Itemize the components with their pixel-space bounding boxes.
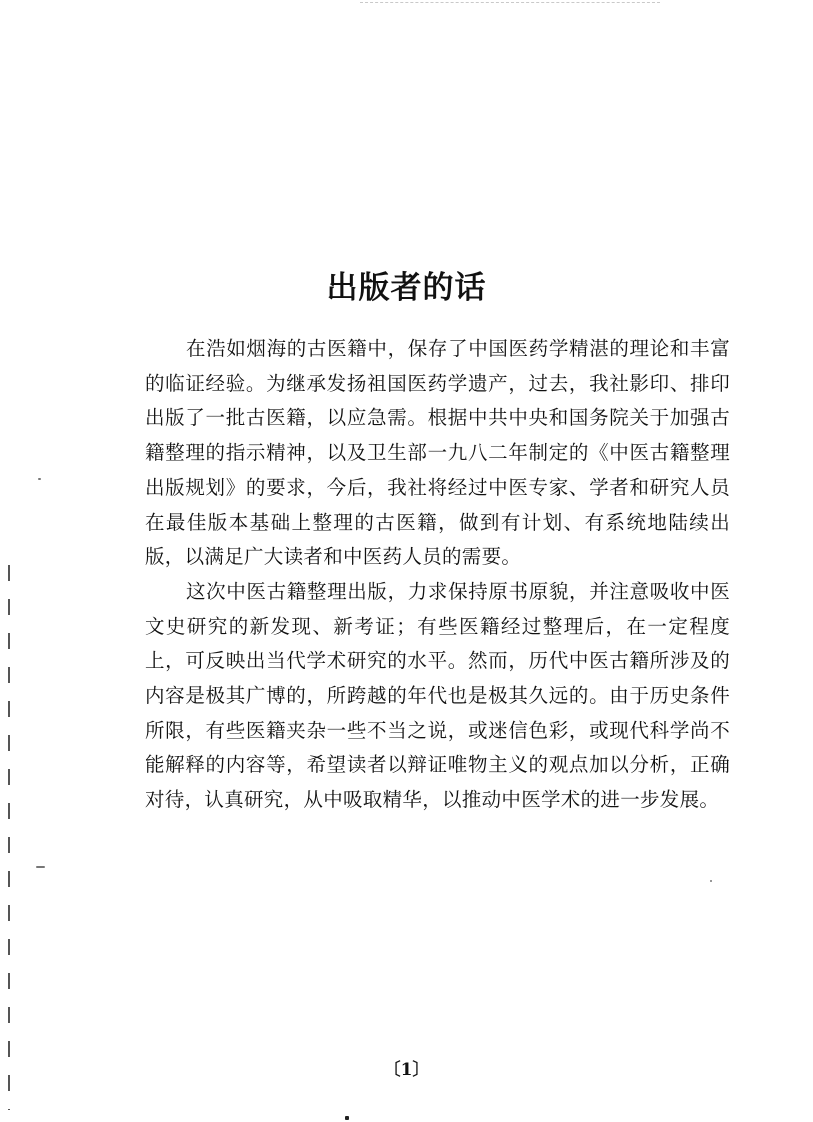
paragraph: 在浩如烟海的古医籍中，保存了中国医药学精湛的理论和丰富的临证经验。为继承发扬祖国医药学遗产，过去，我社影印、排印出版了一批古医籍，以应急需。根据中共中央和国务院关于加强古籍整理的指示精神，以及卫生部一九八二年制定的《中医古籍整理出版规划》的要求，今后，我社将经过中医专家、学者和研究人员在最佳版本基础上整理的古医籍，做到有计划、有系统地陆续出版，以满足广大读者和中医药人员的需要。 [145, 337, 730, 569]
page-number: 〔1〕 [383, 1060, 430, 1080]
top-edge-rule [360, 2, 660, 4]
scan-speck [36, 866, 45, 868]
binding-margin-marks [8, 565, 10, 1110]
paragraph: 这次中医古籍整理出版，力求保持原书原貌，并注意吸收中医文史研究的新发现、新考证；有些医籍经过整理后，在一定程度上，可反映出当代学术研究的水平。然而，历代中医古籍所涉及的内容是极其广博的，所跨越的年代也是极其久远的。由于历史条件所限，有些医籍夹杂一些不当之说，或迷信色彩，或现代科学尚不能解释的内容等，希望读者以辩证唯物主义的观点加以分析，正确对待，认真研究，从中吸取精华，以推动中医学术的进一步发展。 [145, 579, 730, 812]
scan-speck [710, 880, 712, 882]
scan-speck [38, 478, 41, 480]
scan-speck [345, 1116, 349, 1120]
body-text [145, 332, 730, 818]
page-title: 出版者的话 [326, 270, 487, 306]
